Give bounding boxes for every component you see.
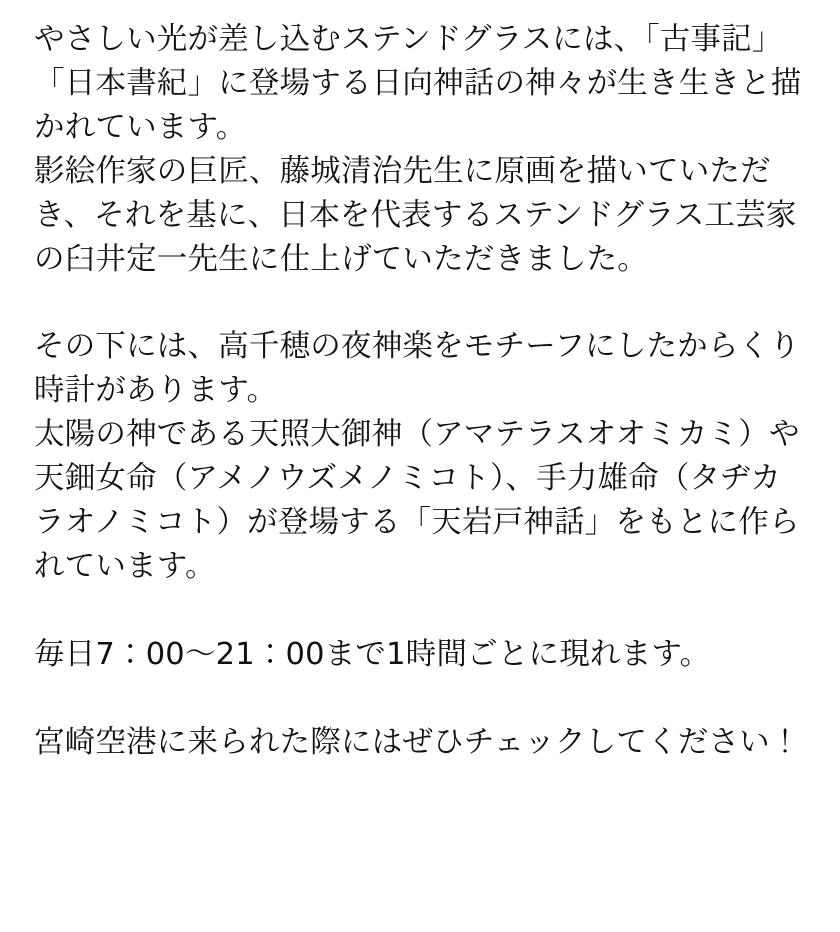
paragraph-artists-credit: 影絵作家の巨匠、藤城清治先生に原画を描いていただき、それを基に、日本を代表するステンドグラス工芸家の臼井定一先生に仕上げていただきました。 <box>34 153 797 277</box>
paragraph-closing-invitation: 宮崎空港に来られた際にはぜひチェックしてください！ <box>34 724 801 760</box>
paragraph-stained-glass-intro: やさしい光が差し込むステンドグラスには、「古事記」「日本書紀」に登場する日向神話の神々が生き生きと描かれています。 <box>34 22 802 145</box>
paragraph-gap-3 <box>34 677 806 721</box>
paragraph-clock-intro: その下には、高千穂の夜神楽をモチーフにしたからくり時計があります。 <box>34 329 800 409</box>
paragraph-gap-2 <box>34 589 806 633</box>
paragraph-myth-description: 太陽の神である天照大御神（アマテラスオオミカミ）や天鈿女命（アメノウズメノミコト）、手力雄命（タヂカラオノミコト）が登場する「天岩戸神話」をもとに作られています。 <box>34 417 800 584</box>
paragraph-schedule: 毎日7：00〜21：00まで1時間ごとに現れます。 <box>34 636 711 672</box>
paragraph-gap-1 <box>34 281 806 325</box>
article-body <box>34 18 806 765</box>
